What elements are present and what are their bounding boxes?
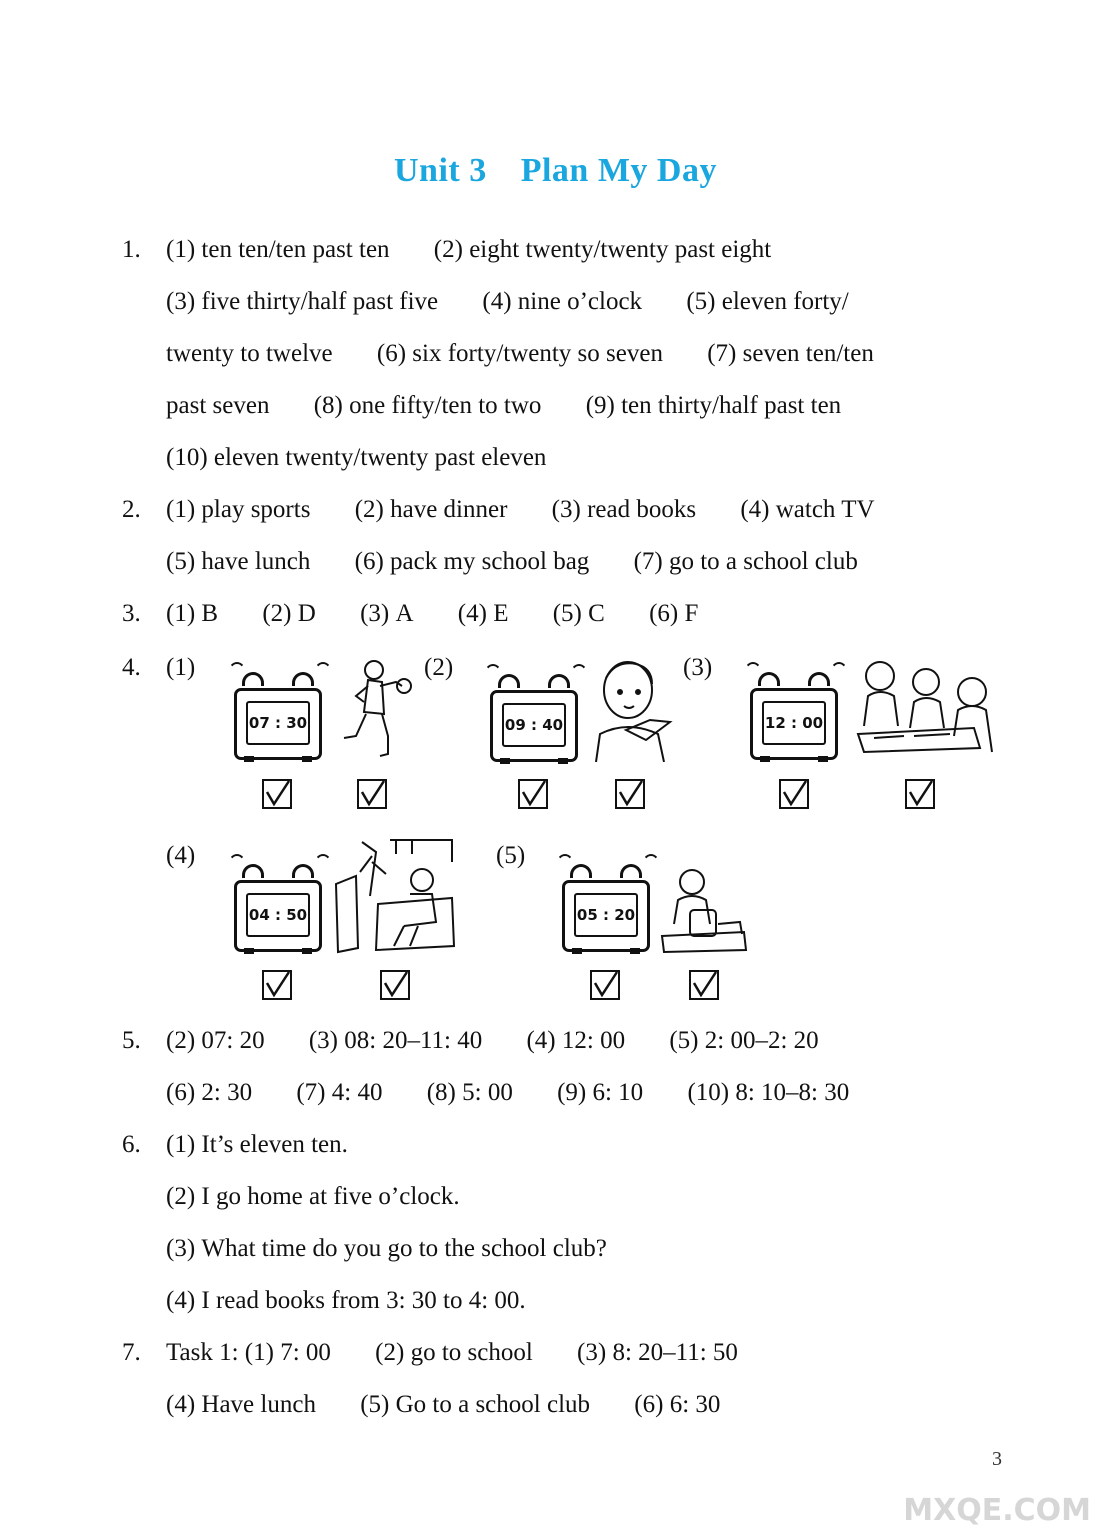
unit-label: Unit 3 [393, 152, 487, 189]
q4-item4-label: (4) [166, 842, 196, 869]
alarm-clock-icon [234, 660, 324, 762]
checkbox-checked-icon [590, 970, 620, 1000]
q7-number: 7. [122, 1339, 141, 1366]
q2-line-2: (5) have lunch (6) pack my school bag (7) go to a school club [166, 548, 858, 575]
page-title [0, 152, 1111, 190]
q6-line-1: (1) It’s eleven ten. [166, 1131, 348, 1158]
q6-line-4: (4) I read books from 3: 30 to 4: 00. [166, 1287, 526, 1314]
checkbox-checked-icon [905, 779, 935, 809]
q5-number: 5. [122, 1027, 141, 1054]
boy-playing-ball-picture [336, 656, 420, 760]
clock-time: 12 : 00 [762, 701, 826, 745]
checkbox-checked-icon [262, 779, 292, 809]
q1-line-5: (10) eleven twenty/twenty past eleven [166, 444, 547, 471]
checkbox-checked-icon [357, 779, 387, 809]
q4-item1-label: (1) [166, 654, 196, 681]
clock-time: 07 : 30 [246, 701, 310, 745]
clock-time: 04 : 50 [246, 893, 310, 937]
checkbox-checked-icon [380, 970, 410, 1000]
q2-line-1: (1) play sports (2) have dinner (3) read books (4) watch TV [166, 496, 875, 523]
q6-number: 6. [122, 1131, 141, 1158]
clock-time: 05 : 20 [574, 893, 638, 937]
alarm-clock-icon [562, 852, 652, 954]
clock-time: 09 : 40 [502, 703, 566, 747]
alarm-clock-icon [750, 660, 840, 762]
alarm-clock-icon [490, 662, 580, 764]
q1-line-4: past seven (8) one fifty/ten to two (9) ten thirty/half past ten [166, 392, 842, 419]
checkbox-checked-icon [615, 779, 645, 809]
checkbox-checked-icon [518, 779, 548, 809]
checkbox-checked-icon [689, 970, 719, 1000]
boy-watching-tv-picture [332, 836, 456, 954]
q7-line-1: Task 1: (1) 7: 00 (2) go to school (3) 8: 20–11: 50 [166, 1339, 738, 1366]
q5-line-1: (2) 07: 20 (3) 08: 20–11: 40 (4) 12: 00 (5) 2: 00–2: 20 [166, 1027, 819, 1054]
q4-item5-label: (5) [496, 842, 526, 869]
q4-item3-label: (3) [683, 654, 713, 681]
q3-line: (1) B (2) D (3) A (4) E (5) C (6) F [166, 600, 699, 627]
checkbox-checked-icon [779, 779, 809, 809]
checkbox-checked-icon [262, 970, 292, 1000]
q6-line-3: (3) What time do you go to the school club? [166, 1235, 607, 1262]
watermark: MXQE.COM [903, 1493, 1091, 1528]
q4-number: 4. [122, 654, 141, 681]
q3-number: 3. [122, 600, 141, 627]
alarm-clock-icon [234, 852, 324, 954]
unit-name: Plan My Day [520, 152, 717, 189]
q1-line-3: twenty to twelve (6) six forty/twenty so seven (7) seven ten/ten [166, 340, 874, 367]
boy-reading-book-picture [586, 658, 678, 762]
q7-line-2: (4) Have lunch (5) Go to a school club (6) 6: 30 [166, 1391, 721, 1418]
q2-number: 2. [122, 496, 141, 523]
boy-packing-bag-picture [660, 864, 748, 954]
children-having-lunch-picture [854, 656, 994, 766]
q1-line-1: (1) ten ten/ten past ten (2) eight twenty/twenty past eight [166, 236, 772, 263]
page-number: 3 [992, 1448, 1002, 1470]
q6-line-2: (2) I go home at five o’clock. [166, 1183, 460, 1210]
q1-line-2: (3) five thirty/half past five (4) nine o’clock (5) eleven forty/ [166, 288, 849, 315]
q1-number: 1. [122, 236, 141, 263]
q5-line-2: (6) 2: 30 (7) 4: 40 (8) 5: 00 (9) 6: 10 (10) 8: 10–8: 30 [166, 1079, 850, 1106]
q4-item2-label: (2) [424, 654, 454, 681]
